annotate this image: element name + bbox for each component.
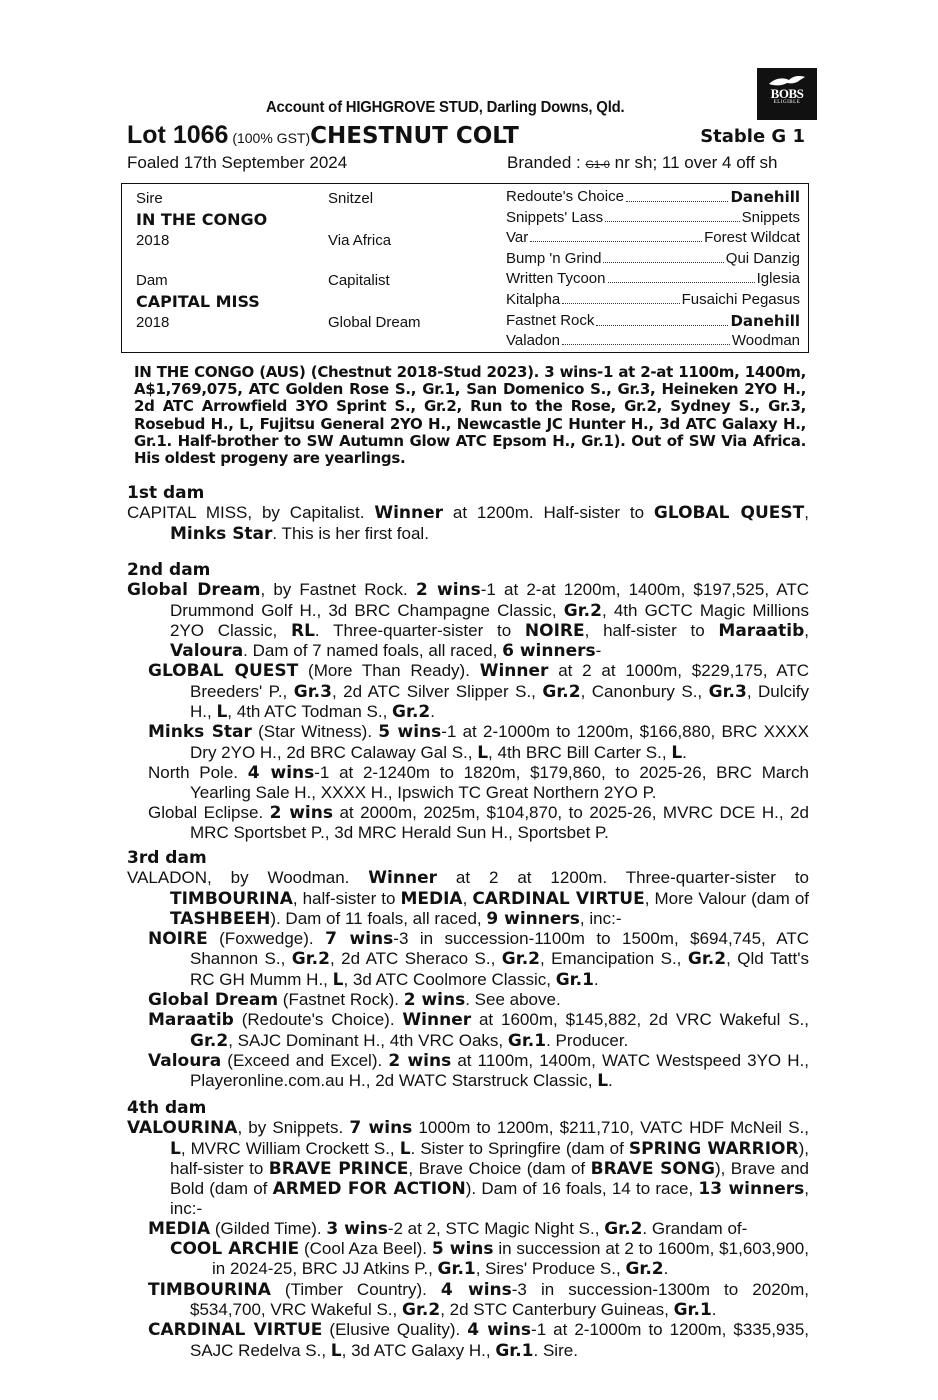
bold-text: Gr.2 (501, 949, 540, 970)
bold-text: Gr.3 (708, 681, 747, 702)
logo-text-sub: ELIGIBLE (773, 100, 801, 105)
logo-text-main: BOBS (770, 86, 804, 101)
grandparent-row (506, 209, 800, 226)
dot-leader (605, 209, 740, 222)
bold-text: NOIRE (148, 929, 208, 950)
gst-note: (100% GST) (228, 130, 311, 146)
dam-sire: Capitalist (328, 272, 390, 289)
bold-text: Gr.1 (673, 1299, 712, 1320)
family-entry: North Pole. 4 wins-1 at 2-1240m to 1820m, $179,860, to 2025-26, BRC March Yearling Sale H., XXXX H., Ipswich TC Great Northern 2YO P. (148, 762, 809, 803)
bold-text: 5 wins (378, 722, 442, 743)
foaled-date: Foaled 17th September 2024 (127, 153, 348, 172)
bold-text: L (332, 969, 344, 990)
bold-text: Global Dream (148, 990, 279, 1011)
bold-text: Global Dream (127, 580, 261, 601)
bold-text: Gr.1 (507, 1030, 547, 1051)
bold-text: Gr.2 (291, 949, 330, 970)
sire-sire: Snitzel (328, 190, 374, 207)
grandparent-name: Snippets' Lass (506, 208, 604, 226)
bold-text: ARMED FOR ACTION (272, 1179, 466, 1200)
family-entry: Minks Star (Star Witness). 5 wins-1 at 2-1000m to 1200m, $166,880, BRC XXXX Dry 2YO H., 2d BRC Calaway Gal S., L, 4th BRC Bill Carter S., L. (148, 722, 809, 763)
dot-leader (603, 250, 723, 263)
bold-text: L (399, 1138, 411, 1159)
dot-leader (530, 229, 702, 242)
great-grandparent-name: Danehill (730, 188, 800, 206)
great-grandparent-name: Danehill (730, 311, 800, 330)
lot-header (127, 121, 809, 151)
bold-text: Winner (374, 503, 444, 524)
second-dam-section (127, 561, 809, 842)
first-dam-section (127, 484, 809, 544)
bold-text: TIMBOURINA (148, 1279, 271, 1300)
grandparent-row (506, 270, 800, 287)
bold-text: CARDINAL VIRTUE (148, 1320, 323, 1341)
grandparent-name: Kitalpha (506, 291, 561, 308)
dam-name: CAPITAL MISS (136, 292, 260, 311)
bold-text: CARDINAL VIRTUE (472, 888, 645, 909)
bold-text: 7 wins (325, 929, 394, 950)
bold-text: 6 winners (502, 641, 596, 662)
bold-text: Minks Star (148, 722, 252, 743)
bold-text: Gr.2 (392, 702, 431, 723)
bold-text: Minks Star (170, 523, 273, 544)
great-grandparent-name: Forest Wildcat (704, 229, 800, 247)
grandparent-name: Valadon (506, 332, 560, 350)
lot-number: Lot 1066 (127, 121, 229, 149)
bold-text: Maraatib (148, 1010, 234, 1031)
family-entry: VALADON, by Woodman. Winner at 2 at 1200m. Three-quarter-sister to TIMBOURINA, half-sister to MEDIA, CARDINAL VIRTUE, More Valour (dam of TASHBEEH). Dam of 11 foals, all raced, 9 winners, inc:- (127, 868, 810, 929)
grandparent-name: Fastnet Rock (506, 311, 595, 329)
grandparent-row (506, 332, 800, 349)
sire-dam: Via Africa (328, 232, 392, 249)
bold-text: SPRING WARRIOR (628, 1138, 799, 1159)
sire-name: IN THE CONGO (136, 210, 268, 229)
bold-text: TASHBEEH (170, 908, 271, 929)
bold-text: 5 wins (431, 1239, 494, 1260)
section-heading: 2nd dam (127, 560, 211, 580)
family-entry: Valoura (Exceed and Excel). 2 wins at 1100m, 1400m, WATC Westspeed 3YO H., Playeronline.com.au H., 2d WATC Starstruck Classic, L. (148, 1050, 809, 1092)
bold-text: Valoura (170, 641, 244, 662)
family-entry: VALOURINA, by Snippets. 7 wins 1000m to 1200m, $211,710, VATC HDF McNeil S., L, MVRC William Crockett S., L. Sister to Springfire (dam of SPRING WARRIOR), half-sister to BRAVE PRINCE, Brave Choice (dam of BRAVE SONG), Brave and Bold (dam of ARMED FOR ACTION). Dam of 16 foals, 14 to race, 13 winners, inc:- (127, 1118, 809, 1219)
bobs-eligible-logo (757, 68, 817, 120)
grandparent-row (506, 312, 800, 330)
section-heading: 4th dam (127, 1098, 207, 1118)
family-entry: COOL ARCHIE (Cool Aza Beel). 5 wins in succession at 2 to 1600m, $1,603,900, in 2024-25, BRC JJ Atkins P., Gr.1, Sires' Produce S., Gr.2. (170, 1239, 809, 1280)
grandparent-row (506, 229, 800, 246)
bold-text: 4 wins (467, 1320, 532, 1341)
dam-year: 2018 (136, 314, 170, 331)
family-entry: MEDIA (Gilded Time). 3 wins-2 at 2, STC Magic Night S., Gr.2. Grandam of- (148, 1218, 748, 1239)
bold-text: 2 wins (388, 1050, 452, 1071)
bold-text: 13 winners (698, 1179, 805, 1200)
bold-text: 2 wins (403, 990, 466, 1011)
great-grandparent-name: Woodman (731, 332, 800, 350)
dot-leader (562, 291, 679, 304)
grandparent-name: Redoute's Choice (506, 188, 624, 205)
bold-text: L (170, 1138, 181, 1159)
bold-text: TIMBOURINA (170, 888, 293, 909)
brand-mark: G1-0 (585, 159, 610, 171)
grandparent-name: Written Tycoon (506, 270, 606, 288)
family-entry: Global Eclipse. 2 wins at 2000m, 2025m, $104,870, to 2025-26, MVRC DCE H., 2d MRC Sportsbet P., 3d MRC Herald Sun H., Sportsbet P. (148, 802, 809, 842)
bold-text: 7 wins (349, 1118, 413, 1139)
bold-text: L (330, 1340, 342, 1361)
bold-text: BRAVE SONG (590, 1158, 715, 1179)
grandparent-row (506, 188, 800, 206)
dam-dam: Global Dream (328, 314, 421, 331)
grandparent-name: Bump 'n Grind (506, 249, 602, 267)
bold-text: Winner (479, 661, 549, 682)
bold-text: L (671, 742, 683, 763)
section-heading: 1st dam (127, 483, 205, 503)
bold-text: Winner (368, 868, 437, 889)
great-grandparent-name: Qui Danzig (725, 249, 800, 267)
bold-text: Gr.2 (190, 1030, 229, 1051)
section-heading: 3rd dam (127, 848, 207, 868)
dot-leader (562, 332, 730, 345)
family-entry: Global Dream, by Fastnet Rock. 2 wins-1 at 2-at 1200m, 1400m, $197,525, ATC Drummond Golf H., 3d BRC Champagne Classic, Gr.2, 4th GCTC Magic Millions 2YO Classic, RL. Three-quarter-sister to NOIRE, half-sister to Maraatib, Valoura. Dam of 7 named foals, all raced, 6 winners- (127, 580, 809, 662)
bold-text: COOL ARCHIE (170, 1239, 300, 1260)
bold-text: MEDIA (400, 888, 463, 909)
bold-text: NOIRE (524, 620, 585, 641)
dam-label: Dam (136, 272, 168, 289)
family-entry: Global Dream (Fastnet Rock). 2 wins. See above. (148, 990, 561, 1011)
grandparent-row (506, 250, 800, 267)
family-entry: Maraatib (Redoute's Choice). Winner at 1600m, $145,882, 2d VRC Wakeful S., Gr.2, SAJC Dominant H., 4th VRC Oaks, Gr.1. Producer. (148, 1010, 809, 1051)
sire-year: 2018 (136, 232, 170, 249)
bold-text: Valoura (148, 1050, 222, 1071)
sire-label: Sire (136, 190, 163, 207)
great-grandparent-name: Iglesia (756, 270, 800, 288)
great-grandparent-name: Snippets (741, 208, 800, 226)
bold-text: GLOBAL QUEST (148, 661, 299, 682)
bold-text: Gr.2 (625, 1259, 664, 1280)
bold-text: 4 wins (247, 762, 315, 783)
great-grandparent-name: Fusaichi Pegasus (681, 291, 800, 308)
bold-text: 2 wins (415, 580, 481, 601)
family-entry: NOIRE (Foxwedge). 7 wins-3 in succession-1100m to 1500m, $694,745, ATC Shannon S., Gr.2, 2d ATC Sheraco S., Gr.2, Emancipation S., Gr.2, Qld Tatt's RC GH Mumm H., L, 3d ATC Coolmore Classic, Gr.1. (148, 929, 809, 990)
bold-text: BRAVE PRINCE (268, 1158, 409, 1179)
family-entry: CAPITAL MISS, by Capitalist. Winner at 1200m. Half-sister to GLOBAL QUEST, Minks Star. This is her first foal. (127, 503, 809, 544)
dot-leader (596, 312, 728, 326)
bold-text: Gr.2 (563, 600, 602, 621)
fourth-dam-section (127, 1099, 809, 1361)
bold-text: Gr.1 (437, 1259, 476, 1280)
brand-info (507, 153, 778, 173)
sire-summary: IN THE CONGO (AUS) (Chestnut 2018-Stud 2023). 3 wins-1 at 2-at 1100m, 1400m, A$1,769,075, ATC Golden Rose S., Gr.1, San Domenico S., Gr.3, Heineken 2YO H., 2d ATC Arrowfield 3YO Sprint S., Gr.2, Run to the Rose, Gr.2, Sydney S., Gr.3, Rosebud H., L, Fujitsu General 2YO H., Newcastle JC Hunter H., 3d ATC Galaxy H., Gr.1. Half-brother to SW Autumn Glow ATC Epsom H., Gr.1). Out of SW Via Africa. His oldest progeny are yearlings. (134, 363, 806, 468)
bold-text: Gr.3 (293, 681, 332, 702)
bold-text: Maraatib (718, 620, 805, 641)
bold-text: RL (290, 620, 315, 641)
dot-leader (626, 188, 729, 202)
bold-text: GLOBAL QUEST (653, 503, 805, 524)
lot-description: CHESTNUT COLT (310, 123, 519, 149)
bold-text: Winner (402, 1010, 472, 1031)
bold-text: 3 wins (326, 1218, 388, 1239)
bold-text: Gr.2 (401, 1299, 441, 1320)
grandparent-name: Var (506, 229, 529, 247)
bold-text: L (477, 742, 489, 763)
bold-text: VALOURINA (127, 1118, 238, 1139)
bold-text: Gr.2 (542, 681, 581, 702)
bold-text: L (216, 702, 228, 723)
third-dam-section (127, 849, 809, 1092)
brand-prefix: Branded : (507, 153, 586, 172)
bold-text: L (597, 1071, 609, 1092)
family-entry: TIMBOURINA (Timber Country). 4 wins-3 in succession-1300m to 2020m, $534,700, VRC Wakeful S., Gr.2, 2d STC Canterbury Guineas, Gr.1. (148, 1279, 809, 1320)
grandparent-row (506, 291, 800, 308)
dot-leader (608, 270, 755, 283)
bold-text: 9 winners (486, 908, 580, 929)
bold-text: Gr.1 (495, 1340, 534, 1361)
stable-location: Stable G 1 (700, 126, 805, 147)
vendor-account: Account of HIGHGROVE STUD, Darling Downs, Qld. (266, 99, 625, 116)
family-entry: GLOBAL QUEST (More Than Ready). Winner at 2 at 1000m, $229,175, ATC Breeders' P., Gr.3, 2d ATC Silver Slipper S., Gr.2, Canonbury S., Gr.3, Dulcify H., L, 4th ATC Todman S., Gr.2. (148, 661, 810, 723)
bold-text: Gr.2 (687, 949, 727, 970)
family-entry: CARDINAL VIRTUE (Elusive Quality). 4 wins-1 at 2-1000m to 1200m, $335,935, SAJC Redelva S., L, 3d ATC Galaxy H., Gr.1. Sire. (148, 1320, 809, 1361)
bold-text: MEDIA (148, 1218, 211, 1239)
bold-text: 2 wins (269, 802, 333, 823)
bold-text: Gr.1 (555, 969, 594, 990)
brand-detail: nr sh; 11 over 4 off sh (609, 153, 778, 172)
bold-text: 4 wins (440, 1279, 512, 1300)
pedigree-table (121, 183, 809, 353)
bold-text: Gr.2 (604, 1218, 643, 1239)
